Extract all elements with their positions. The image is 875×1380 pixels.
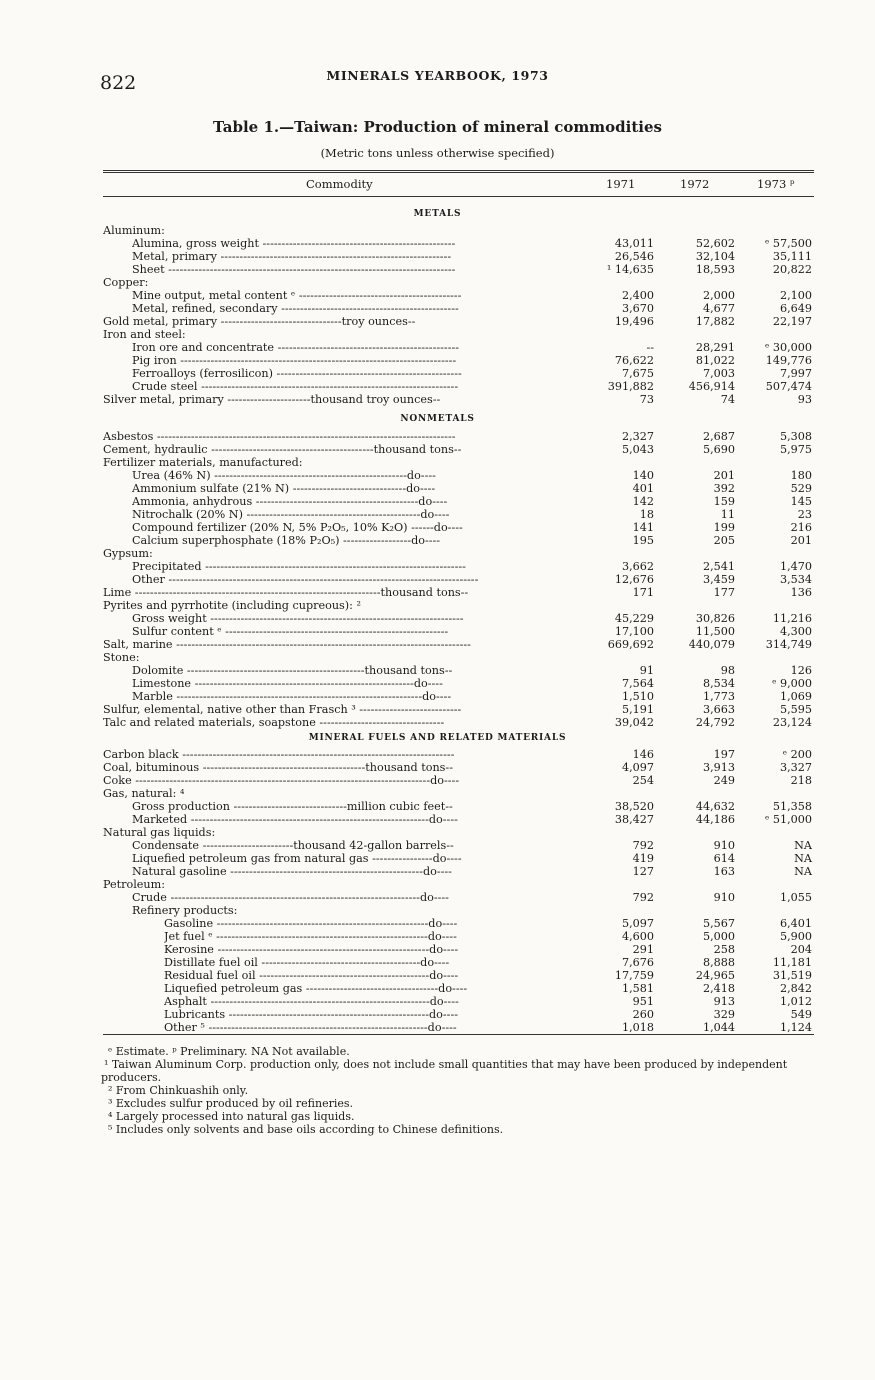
value-1972: 159 (713, 495, 735, 508)
table-row (0, 263, 875, 276)
value-1973: ᵉ 51,000 (764, 813, 812, 826)
value-1972: 11 (720, 508, 735, 521)
value-1972: 17,882 (695, 315, 735, 328)
value-1971: 260 (632, 1008, 654, 1021)
value-1971: 2,400 (621, 289, 654, 302)
value-1973: NA (794, 865, 812, 878)
value-1973: 22,197 (772, 315, 812, 328)
table-row (0, 651, 875, 664)
value-1972: 18,593 (695, 263, 735, 276)
commodity-label: Metal, refined, secondary ----------------------------------------------- (132, 302, 459, 315)
value-1973: 11,181 (772, 956, 812, 969)
value-1972: 329 (713, 1008, 735, 1021)
table-row (0, 560, 875, 573)
value-1973: ᵉ 9,000 (772, 677, 812, 690)
value-1972: 24,792 (695, 716, 735, 729)
value-1973: 5,595 (779, 703, 812, 716)
table-subtitle: (Metric tons unless otherwise specified) (320, 146, 555, 160)
table-row (0, 787, 875, 800)
value-1973: ᵉ 57,500 (764, 237, 812, 250)
value-1971: 142 (632, 495, 654, 508)
commodity-label: Pig iron ------------------------------------------------------------------------- (132, 354, 457, 367)
table-row (0, 612, 875, 625)
commodity-label: Salt, marine ------------------------------------------------------------------------------ (103, 638, 471, 651)
value-1973: 507,474 (765, 380, 812, 393)
value-1973: NA (794, 839, 812, 852)
commodity-label: Coke ------------------------------------------------------------------------------do---- (103, 774, 460, 787)
value-1972: 52,602 (695, 237, 735, 250)
value-1971: -- (646, 341, 654, 354)
value-1971: 3,662 (621, 560, 654, 573)
value-1973: 6,401 (779, 917, 812, 930)
value-1973: 218 (790, 774, 812, 787)
commodity-label: Ammonium sulfate (21% N) ------------------------------do---- (132, 482, 436, 495)
commodity-label: Precipitated --------------------------------------------------------------------- (132, 560, 466, 573)
table-row (0, 354, 875, 367)
commodity-label: Asphalt ----------------------------------------------------------do---- (164, 995, 459, 1008)
commodity-label: Gold metal, primary --------------------------------troy ounces-- (103, 315, 416, 328)
value-1971: 4,097 (621, 761, 654, 774)
column-header-1972: 1972 (680, 177, 710, 191)
commodity-label: Carbon black ------------------------------------------------------------------------ (103, 748, 455, 761)
value-1971: 254 (632, 774, 654, 787)
value-1973: 1,124 (779, 1021, 812, 1034)
commodity-label: Marketed ---------------------------------------------------------------do---- (132, 813, 458, 826)
value-1972: 8,888 (702, 956, 735, 969)
value-1972: 177 (713, 586, 735, 599)
commodity-label: Alumina, gross weight --------------------------------------------------- (132, 237, 456, 250)
commodity-label: Dolomite -----------------------------------------------thousand tons-- (132, 664, 453, 677)
table-row (0, 969, 875, 982)
value-1971: 141 (632, 521, 654, 534)
table-title: Table 1.—Taiwan: Production of mineral commodities (213, 118, 662, 136)
commodity-label: Urea (46% N) ---------------------------------------------------do---- (132, 469, 436, 482)
table-row (0, 547, 875, 560)
table-row (0, 341, 875, 354)
table-row (0, 367, 875, 380)
value-1972: 81,022 (695, 354, 735, 367)
table-row (0, 508, 875, 521)
bottom-rule (103, 1034, 814, 1035)
value-1971: 43,011 (614, 237, 654, 250)
commodity-label: Refinery products: (132, 904, 238, 917)
value-1971: 3,670 (621, 302, 654, 315)
value-1972: 11,500 (695, 625, 735, 638)
value-1971: 91 (639, 664, 654, 677)
value-1973: 1,055 (779, 891, 812, 904)
table-row (0, 521, 875, 534)
value-1972: 163 (713, 865, 735, 878)
commodity-label: Aluminum: (103, 224, 165, 237)
table-row (0, 289, 875, 302)
column-header-1971: 1971 (606, 177, 636, 191)
table-row (0, 1021, 875, 1034)
table-row (0, 315, 875, 328)
value-1973: 1,012 (779, 995, 812, 1008)
commodity-label: Calcium superphosphate (18% P₂O₅) ------------------do---- (132, 534, 441, 547)
table-row (0, 1008, 875, 1021)
commodity-label: Nitrochalk (20% N) ----------------------------------------------do---- (132, 508, 450, 521)
value-1972: 3,459 (702, 573, 735, 586)
value-1973: 201 (790, 534, 812, 547)
value-1972: 2,418 (702, 982, 735, 995)
value-1973: 11,216 (772, 612, 812, 625)
value-1973: 5,975 (779, 443, 812, 456)
value-1971: 76,622 (614, 354, 654, 367)
value-1973: NA (794, 852, 812, 865)
commodity-label: Coal, bituminous -------------------------------------------thousand tons-- (103, 761, 453, 774)
value-1971: 669,692 (607, 638, 654, 651)
value-1971: 7,564 (621, 677, 654, 690)
commodity-label: Natural gasoline ---------------------------------------------------do---- (132, 865, 452, 878)
value-1973: 31,519 (772, 969, 812, 982)
value-1971: 792 (632, 839, 654, 852)
commodity-label: Kerosine --------------------------------------------------------do---- (164, 943, 459, 956)
value-1973: 216 (790, 521, 812, 534)
value-1972: 392 (713, 482, 735, 495)
table-row (0, 430, 875, 443)
table-row (0, 534, 875, 547)
value-1971: 291 (632, 943, 654, 956)
value-1973: 529 (790, 482, 812, 495)
commodity-label: Copper: (103, 276, 149, 289)
table-row (0, 456, 875, 469)
value-1973: 126 (790, 664, 812, 677)
value-1972: 199 (713, 521, 735, 534)
commodity-label: Crude steel -------------------------------------------------------------------- (132, 380, 459, 393)
commodity-label: Cement, hydraulic -------------------------------------------thousand tons-- (103, 443, 462, 456)
commodity-label: Asbestos ------------------------------------------------------------------------------- (103, 430, 456, 443)
table-row (0, 878, 875, 891)
commodity-label: Gas, natural: ⁴ (103, 787, 185, 800)
value-1973: 2,842 (779, 982, 812, 995)
value-1973: 180 (790, 469, 812, 482)
running-head: MINERALS YEARBOOK, 1973 (326, 68, 549, 83)
commodity-label: Ferroalloys (ferrosilicon) ------------------------------------------------- (132, 367, 462, 380)
value-1972: 44,632 (695, 800, 735, 813)
table-row (0, 224, 875, 237)
value-1971: 73 (639, 393, 654, 406)
value-1972: 2,000 (702, 289, 735, 302)
commodity-label: Iron ore and concentrate ------------------------------------------------ (132, 341, 460, 354)
value-1973: 6,649 (779, 302, 812, 315)
value-1973: ᵉ 200 (782, 748, 812, 761)
table-row (0, 852, 875, 865)
table-row (0, 891, 875, 904)
table-row (0, 638, 875, 651)
value-1971: 171 (632, 586, 654, 599)
commodity-label: Stone: (103, 651, 140, 664)
value-1971: 26,546 (614, 250, 654, 263)
table-row (0, 573, 875, 586)
value-1973: 136 (790, 586, 812, 599)
table-row (0, 982, 875, 995)
value-1971: 401 (632, 482, 654, 495)
commodity-label: Gross weight ------------------------------------------------------------------- (132, 612, 464, 625)
value-1973: 204 (790, 943, 812, 956)
value-1971: 1,510 (621, 690, 654, 703)
footnote-2: ² From Chinkuashih only. (108, 1084, 249, 1097)
value-1972: 440,079 (688, 638, 735, 651)
value-1972: 4,677 (702, 302, 735, 315)
table-row (0, 813, 875, 826)
table-row (0, 276, 875, 289)
table-row (0, 599, 875, 612)
table-row (0, 703, 875, 716)
commodity-label: Gasoline --------------------------------------------------------do---- (164, 917, 458, 930)
value-1971: 140 (632, 469, 654, 482)
section-heading: NONMETALS (400, 414, 475, 424)
commodity-label: Mine output, metal content ᵉ ------------------------------------------- (132, 289, 462, 302)
table-row (0, 800, 875, 813)
value-1972: 249 (713, 774, 735, 787)
commodity-label: Silver metal, primary ----------------------thousand troy ounces-- (103, 393, 441, 406)
value-1973: 5,900 (779, 930, 812, 943)
value-1972: 2,687 (702, 430, 735, 443)
value-1972: 205 (713, 534, 735, 547)
value-1973: 1,470 (779, 560, 812, 573)
value-1973: 5,308 (779, 430, 812, 443)
commodity-label: Lime -----------------------------------------------------------------thousand tons-- (103, 586, 469, 599)
value-1971: ¹ 14,635 (606, 263, 654, 276)
table-row (0, 677, 875, 690)
table-row (0, 469, 875, 482)
column-header-1973: 1973 ᵖ (757, 177, 795, 191)
value-1971: 39,042 (614, 716, 654, 729)
value-1971: 5,191 (621, 703, 654, 716)
commodity-label: Sulfur, elemental, native other than Frasch ³ --------------------------- (103, 703, 462, 716)
value-1971: 7,676 (621, 956, 654, 969)
value-1972: 1,044 (702, 1021, 735, 1034)
value-1973: 20,822 (772, 263, 812, 276)
value-1972: 197 (713, 748, 735, 761)
value-1971: 19,496 (614, 315, 654, 328)
value-1972: 2,541 (702, 560, 735, 573)
commodity-label: Metal, primary ------------------------------------------------------------- (132, 250, 452, 263)
table-row (0, 943, 875, 956)
value-1971: 38,427 (614, 813, 654, 826)
table-row (0, 995, 875, 1008)
table-row (0, 443, 875, 456)
column-header-commodity: Commodity (306, 177, 373, 191)
value-1971: 2,327 (621, 430, 654, 443)
commodity-label: Distillate fuel oil ------------------------------------------do---- (164, 956, 450, 969)
value-1972: 910 (713, 891, 735, 904)
table-row (0, 380, 875, 393)
table-row (0, 690, 875, 703)
commodity-label: Gross production ------------------------------million cubic feet-- (132, 800, 453, 813)
footnote-5: ⁵ Includes only solvents and base oils according to Chinese definitions. (108, 1123, 504, 1136)
table-row (0, 826, 875, 839)
table-row (0, 482, 875, 495)
value-1973: 149,776 (765, 354, 812, 367)
value-1972: 74 (720, 393, 735, 406)
value-1972: 913 (713, 995, 735, 1008)
commodity-label: Residual fuel oil ---------------------------------------------do---- (164, 969, 459, 982)
table-row (0, 839, 875, 852)
value-1971: 391,882 (607, 380, 654, 393)
table-row (0, 586, 875, 599)
value-1971: 127 (632, 865, 654, 878)
value-1972: 8,534 (702, 677, 735, 690)
commodity-label: Condensate ------------------------thousand 42-gallon barrels-- (132, 839, 454, 852)
table-row (0, 328, 875, 341)
value-1971: 5,043 (621, 443, 654, 456)
value-1972: 1,773 (702, 690, 735, 703)
value-1972: 910 (713, 839, 735, 852)
table-row (0, 904, 875, 917)
commodity-label: Liquefied petroleum gas from natural gas ----------------do---- (132, 852, 462, 865)
table-row (0, 664, 875, 677)
section-heading: METALS (413, 209, 462, 219)
value-1972: 98 (720, 664, 735, 677)
table-row (0, 956, 875, 969)
footnote-1: ¹ Taiwan Aluminum Corp. production only, does not include small quantities that may have been produced by independent producers. (101, 1058, 788, 1084)
commodity-label: Petroleum: (103, 878, 166, 891)
value-1973: ᵉ 30,000 (764, 341, 812, 354)
value-1972: 30,826 (695, 612, 735, 625)
value-1971: 195 (632, 534, 654, 547)
footnote-legend: ᵉ Estimate. ᵖ Preliminary. NA Not available. (108, 1045, 350, 1058)
table-row (0, 917, 875, 930)
value-1973: 549 (790, 1008, 812, 1021)
commodity-label: Crude ------------------------------------------------------------------do---- (132, 891, 449, 904)
commodity-label: Compound fertilizer (20% N, 5% P₂O₅, 10% K₂O) ------do---- (132, 521, 463, 534)
value-1973: 2,100 (779, 289, 812, 302)
value-1972: 614 (713, 852, 735, 865)
value-1973: 51,358 (772, 800, 812, 813)
value-1971: 1,581 (621, 982, 654, 995)
value-1971: 146 (632, 748, 654, 761)
value-1972: 201 (713, 469, 735, 482)
value-1972: 258 (713, 943, 735, 956)
value-1973: 4,300 (779, 625, 812, 638)
value-1971: 17,100 (614, 625, 654, 638)
commodity-label: Sheet ---------------------------------------------------------------------------- (132, 263, 456, 276)
table-row (0, 761, 875, 774)
value-1971: 792 (632, 891, 654, 904)
value-1972: 3,663 (702, 703, 735, 716)
commodity-label: Talc and related materials, soapstone --------------------------------- (103, 716, 445, 729)
value-1971: 12,676 (614, 573, 654, 586)
value-1971: 5,097 (621, 917, 654, 930)
value-1973: 7,997 (779, 367, 812, 380)
table-row (0, 625, 875, 638)
table-row (0, 495, 875, 508)
commodity-label: Other ⁵ ----------------------------------------------------------do---- (164, 1021, 457, 1034)
table-row (0, 250, 875, 263)
value-1973: 3,327 (779, 761, 812, 774)
commodity-label: Jet fuel ᵉ --------------------------------------------------------do---- (164, 930, 457, 943)
value-1971: 38,520 (614, 800, 654, 813)
commodity-label: Fertilizer materials, manufactured: (103, 456, 303, 469)
commodity-label: Sulfur content ᵉ ----------------------------------------------------------- (132, 625, 449, 638)
commodity-label: Limestone ----------------------------------------------------------do---- (132, 677, 443, 690)
value-1971: 951 (632, 995, 654, 1008)
commodity-label: Other ---------------------------------------------------------------------------------- (132, 573, 479, 586)
value-1971: 45,229 (614, 612, 654, 625)
table-row (0, 865, 875, 878)
value-1971: 18 (639, 508, 654, 521)
table-row (0, 237, 875, 250)
value-1972: 3,913 (702, 761, 735, 774)
section-heading: MINERAL FUELS AND RELATED MATERIALS (308, 733, 567, 743)
value-1973: 23,124 (772, 716, 812, 729)
value-1972: 5,567 (702, 917, 735, 930)
commodity-label: Pyrites and pyrrhotite (including cupreous): ² (103, 599, 361, 612)
value-1972: 5,000 (702, 930, 735, 943)
value-1972: 24,965 (695, 969, 735, 982)
table-row (0, 748, 875, 761)
value-1973: 23 (797, 508, 812, 521)
commodity-label: Natural gas liquids: (103, 826, 216, 839)
value-1971: 4,600 (621, 930, 654, 943)
commodity-label: Ammonia, anhydrous -------------------------------------------do---- (132, 495, 448, 508)
value-1972: 44,186 (695, 813, 735, 826)
commodity-label: Gypsum: (103, 547, 153, 560)
value-1972: 456,914 (688, 380, 735, 393)
value-1971: 1,018 (621, 1021, 654, 1034)
table-row (0, 774, 875, 787)
table-row (0, 393, 875, 406)
value-1973: 314,749 (765, 638, 812, 651)
value-1973: 93 (797, 393, 812, 406)
table-row (0, 930, 875, 943)
commodity-label: Liquefied petroleum gas -----------------------------------do---- (164, 982, 468, 995)
commodity-label: Iron and steel: (103, 328, 186, 341)
value-1973: 35,111 (772, 250, 812, 263)
value-1971: 7,675 (621, 367, 654, 380)
value-1972: 5,690 (702, 443, 735, 456)
commodity-label: Lubricants -----------------------------------------------------do---- (164, 1008, 459, 1021)
value-1972: 28,291 (695, 341, 735, 354)
commodity-label: Marble -----------------------------------------------------------------do---- (132, 690, 452, 703)
table-row (0, 302, 875, 315)
value-1973: 145 (790, 495, 812, 508)
value-1972: 7,003 (702, 367, 735, 380)
table-row (0, 716, 875, 729)
value-1972: 32,104 (695, 250, 735, 263)
value-1973: 3,534 (779, 573, 812, 586)
value-1973: 1,069 (779, 690, 812, 703)
page-number: 822 (100, 72, 137, 94)
value-1971: 419 (632, 852, 654, 865)
footnote-4: ⁴ Largely processed into natural gas liquids. (108, 1110, 355, 1123)
footnote-3: ³ Excludes sulfur produced by oil refineries. (108, 1097, 354, 1110)
footnotes (101, 1045, 818, 1136)
value-1971: 17,759 (614, 969, 654, 982)
